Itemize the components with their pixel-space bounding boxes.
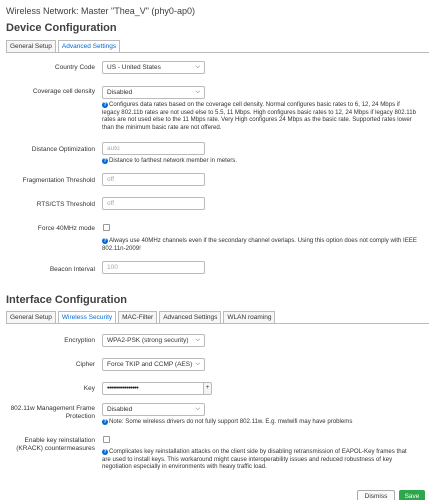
distance-label: Distance Optimization xyxy=(31,146,95,153)
country-code-label: Country Code xyxy=(54,64,95,71)
key-input[interactable]: •••••••••••••••• xyxy=(102,382,204,395)
distance-description xyxy=(102,157,417,165)
country-code-select[interactable] xyxy=(102,61,205,74)
beacon-label: Beacon Interval xyxy=(49,266,95,273)
cipher-select[interactable] xyxy=(102,358,205,371)
tab-iface-advanced-settings[interactable]: Advanced Settings xyxy=(159,311,221,323)
key-field-group xyxy=(102,382,212,395)
tab-iface-wireless-security[interactable]: Wireless Security xyxy=(58,311,116,323)
force40-description-text: Always use 40MHz channels even if the secondary channel overlaps. Using this option does not comply with IEEE 802.11n-2009! xyxy=(102,237,417,252)
info-icon: ? xyxy=(103,449,107,455)
chevron-down-icon: ⌵ xyxy=(195,361,200,367)
mgmt-frame-select[interactable] xyxy=(102,403,205,416)
chevron-down-icon: ⌵ xyxy=(195,64,200,70)
country-code-value: US - United States xyxy=(107,64,161,71)
coverage-value: Disabled xyxy=(107,89,133,96)
coverage-label: Coverage cell density xyxy=(32,88,95,95)
info-icon: ? xyxy=(103,102,107,108)
interface-tabs xyxy=(6,311,277,323)
mgmt-frame-label: 802.11w Management Frame Protection xyxy=(10,405,95,420)
mgmt-frame-description-text: Note: Some wireless drivers do not fully support 802.11w. E.g. mwlwifi may have problems xyxy=(109,418,353,425)
beacon-input[interactable]: 100 xyxy=(102,261,205,274)
interface-config-heading: Interface Configuration xyxy=(6,294,128,306)
interface-tabs-divider xyxy=(6,323,429,324)
save-button[interactable]: Save xyxy=(399,490,425,500)
mgmt-frame-description xyxy=(102,418,417,426)
chevron-down-icon: ⌵ xyxy=(195,406,200,412)
rts-cts-label: RTS/CTS Threshold xyxy=(36,201,95,208)
rts-cts-input[interactable]: off xyxy=(102,197,205,210)
device-config-heading: Device Configuration xyxy=(6,22,117,34)
encryption-select[interactable] xyxy=(102,334,205,347)
info-icon: ? xyxy=(103,419,107,425)
coverage-select[interactable] xyxy=(102,86,205,99)
device-tabs xyxy=(6,40,122,52)
krack-description xyxy=(102,448,417,471)
chevron-down-icon: ⌵ xyxy=(195,89,200,95)
coverage-description-text: Configures data rates based on the coverage cell density. Normal configures basic rates to 6, 12, 24 Mbps if legacy 802.11b rates are not used else to 5.5, 11 Mbps. High configures basic rates to 12, 24 Mbps if legacy 802.11b rates are not used else to the 11 Mbps rate. Very High configures 24 Mbps as the basic rate. Supported rates lower than the minimum basic rate are not offered. xyxy=(102,101,417,131)
force40-checkbox[interactable] xyxy=(103,224,110,231)
tab-device-advanced-settings[interactable]: Advanced Settings xyxy=(58,40,120,52)
krack-description-text: Complicates key reinstallation attacks on the client side by disabling retransmission of EAPOL-Key frames that are used to install keys. This workaround might cause interoperability issues and reduced robustness of key negotiation especially in environments with heavy traffic load. xyxy=(102,448,407,471)
device-tabs-divider xyxy=(6,52,429,53)
fragmentation-label: Fragmentation Threshold xyxy=(22,177,95,184)
force40-description xyxy=(102,237,417,252)
fragmentation-input[interactable]: off xyxy=(102,173,205,186)
distance-input[interactable]: auto xyxy=(102,142,205,155)
tab-device-general-setup[interactable]: General Setup xyxy=(6,40,56,52)
dismiss-button[interactable]: Dismiss xyxy=(357,490,395,500)
key-label: Key xyxy=(83,385,95,392)
distance-description-text: Distance to farthest network member in meters. xyxy=(109,157,238,164)
info-icon: ? xyxy=(103,158,107,164)
force40-label: Force 40MHz mode xyxy=(37,225,95,232)
cipher-value: Force TKIP and CCMP (AES) xyxy=(107,361,193,368)
tab-iface-wlan-roaming[interactable]: WLAN roaming xyxy=(223,311,275,323)
reveal-key-button[interactable]: + xyxy=(204,382,212,395)
chevron-down-icon: ⌵ xyxy=(195,337,200,343)
coverage-description xyxy=(102,101,417,131)
encryption-label: Encryption xyxy=(64,337,95,344)
krack-label: Enable key reinstallation (KRACK) countermeasures xyxy=(16,437,95,452)
tab-iface-mac-filter[interactable]: MAC-Filter xyxy=(118,311,157,323)
mgmt-frame-value: Disabled xyxy=(107,406,133,413)
dialog-title: Wireless Network: Master "Thea_V" (phy0-ap0) xyxy=(6,6,195,16)
encryption-value: WPA2-PSK (strong security) xyxy=(107,337,189,344)
info-icon: ? xyxy=(103,238,107,244)
cipher-label: Cipher xyxy=(75,361,95,368)
krack-checkbox[interactable] xyxy=(103,436,110,443)
tab-iface-general-setup[interactable]: General Setup xyxy=(6,311,56,323)
